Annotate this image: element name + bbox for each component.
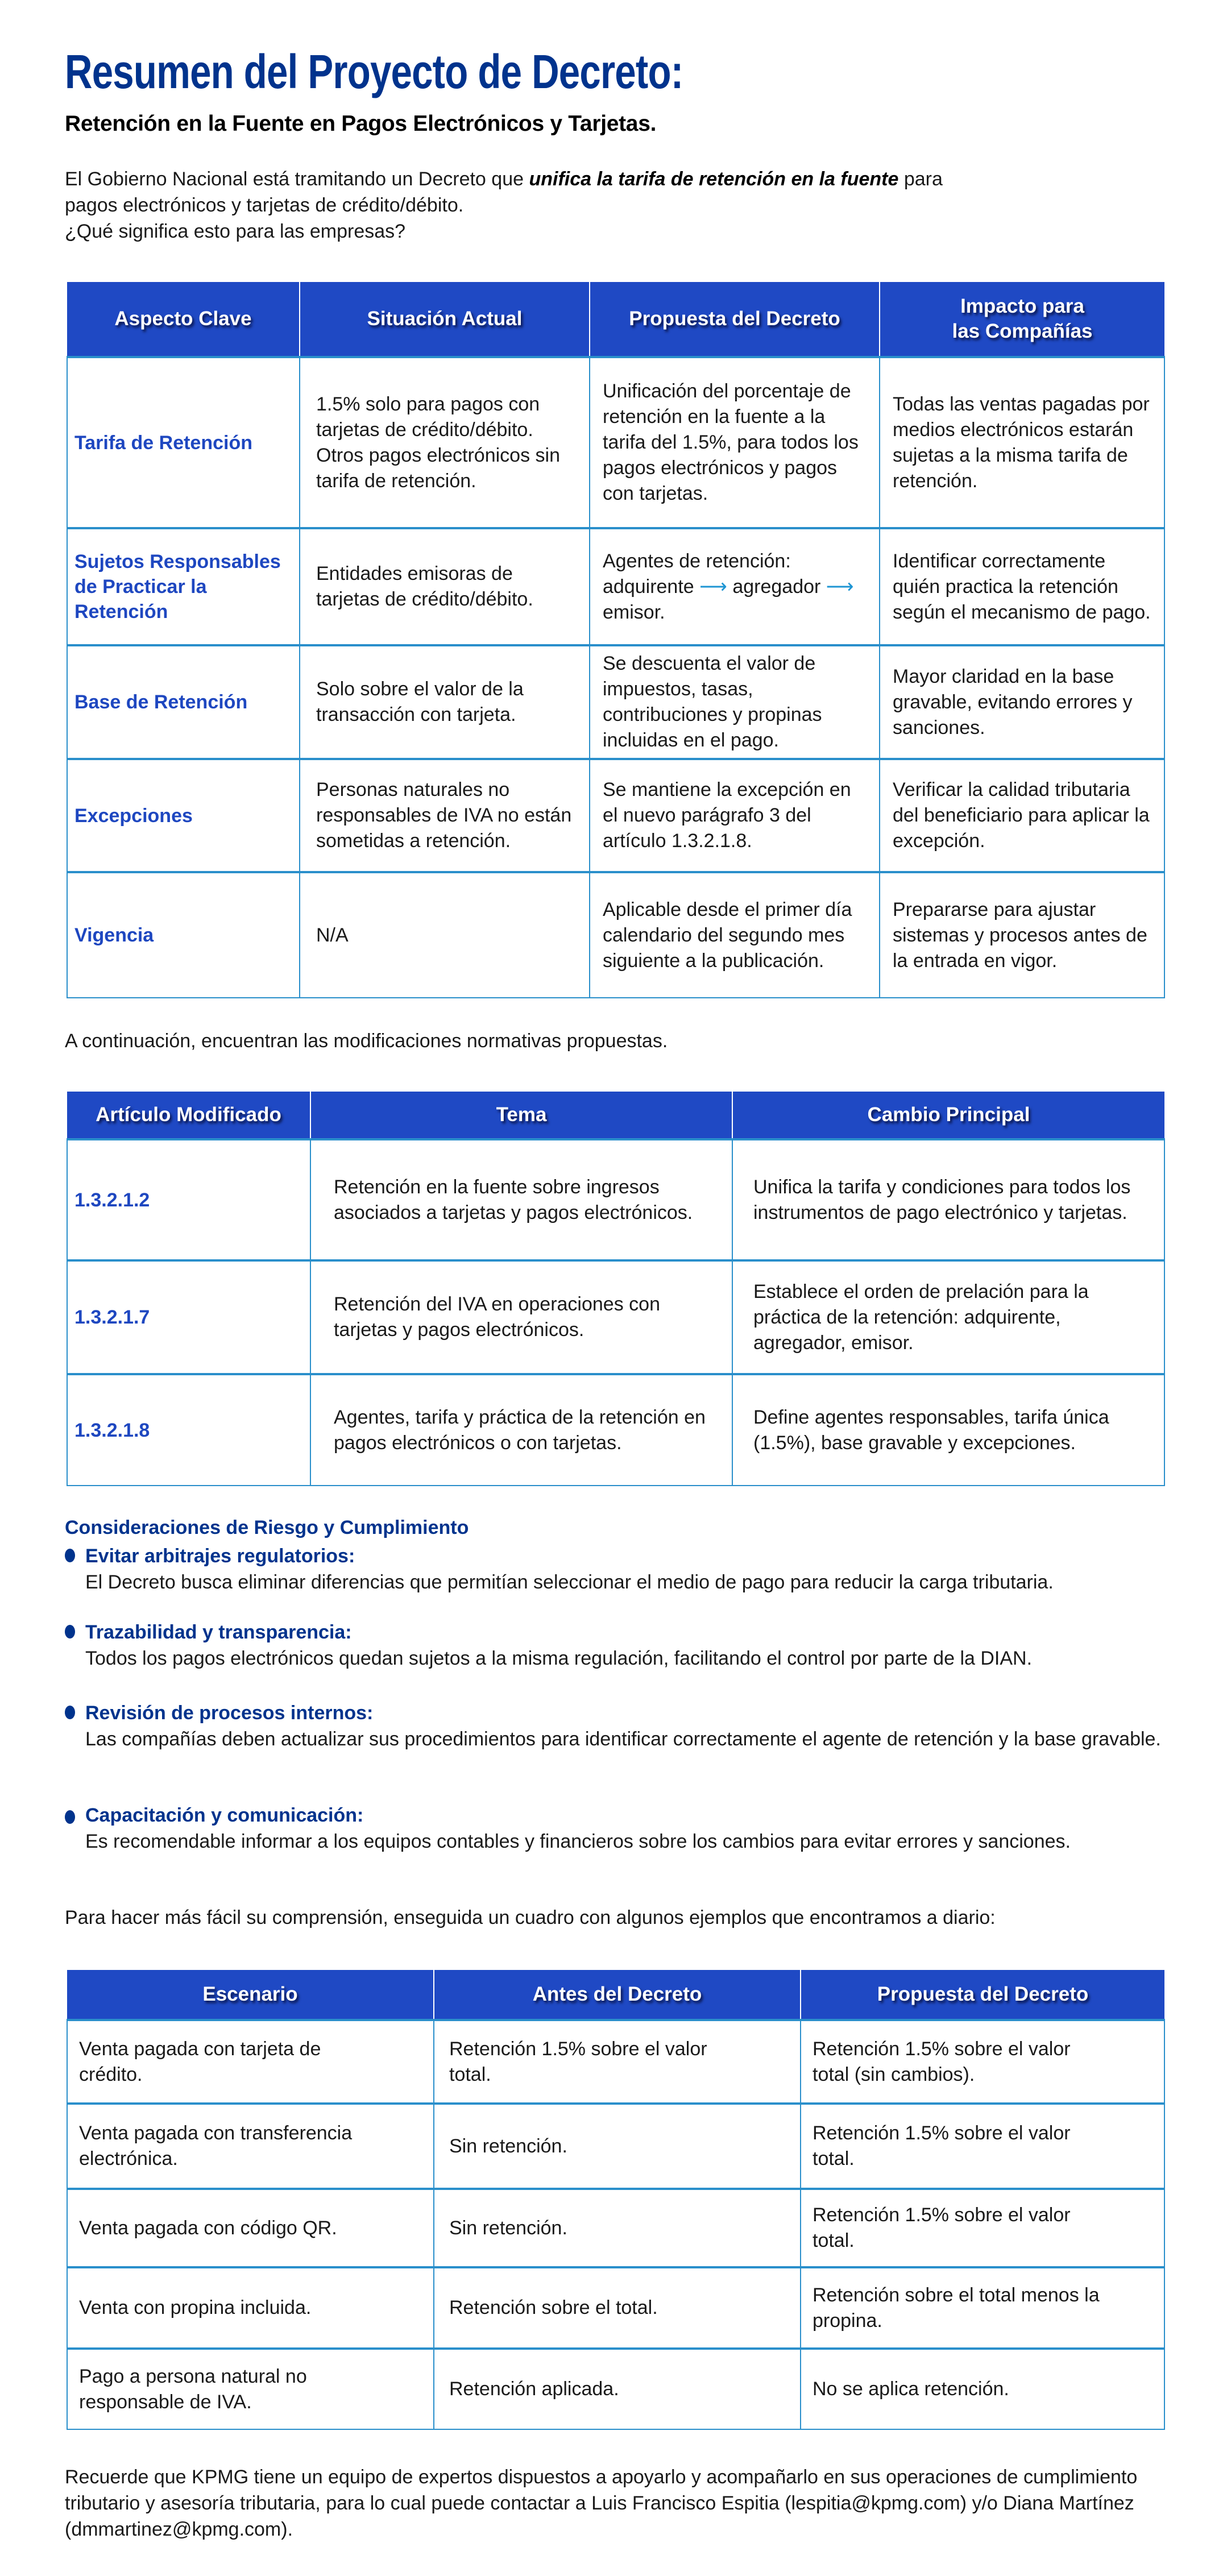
cell-propuesta: No se aplica retención.: [801, 2349, 1164, 2429]
arrow-right-icon: ⟶: [699, 575, 727, 598]
col-cambio: Cambio Principal: [732, 1092, 1164, 1139]
row-label: Sujetos Responsables de Practicar la Retención: [67, 528, 300, 645]
article-number: 1.3.2.1.8: [67, 1374, 310, 1486]
cell-escenario: Venta pagada con código QR.: [67, 2189, 434, 2267]
table-row: [67, 357, 1164, 528]
risk-item: [65, 1619, 1179, 1671]
risk-item-text: El Decreto busca eliminar diferencias que permitían seleccionar el medio de pago para reducir la carga tributaria.: [85, 1571, 1054, 1593]
article-number: 1.3.2.1.7: [67, 1260, 310, 1374]
examples-intro: Para hacer más fácil su comprensión, enseguida un cuadro con algunos ejemplos que encontramos a diario:: [65, 1907, 996, 1928]
cell-escenario: Pago a persona natural no responsable de IVA.: [67, 2349, 434, 2429]
cell-propuesta: Retención 1.5% sobre el valor total.: [801, 2104, 1164, 2189]
cell-actual: N/A: [300, 872, 590, 998]
cell-actual: 1.5% solo para pagos con tarjetas de crédito/débito. Otros pagos electrónicos sin tarifa de retención.: [300, 357, 590, 528]
cell-propuesta: Se descuenta el valor de impuestos, tasas, contribuciones y propinas incluidas en el pago.: [590, 645, 880, 759]
cell-propuesta: Retención 1.5% sobre el valor total (sin cambios).: [801, 2020, 1164, 2104]
cell-cambio: Define agentes responsables, tarifa única (1.5%), base gravable y excepciones.: [732, 1374, 1164, 1486]
cell-impacto: Identificar correctamente quién practica la retención según el mecanismo de pago.: [880, 528, 1164, 645]
cell-antes: Retención 1.5% sobre el valor total.: [434, 2020, 801, 2104]
table-row: [67, 645, 1164, 759]
cell-actual: Solo sobre el valor de la transacción con tarjeta.: [300, 645, 590, 759]
table-row: [67, 1139, 1164, 1260]
cell-antes: Sin retención.: [434, 2189, 801, 2267]
footer-contact: Recuerde que KPMG tiene un equipo de expertos dispuestos a apoyarlo y acompañarlo en sus operaciones de cumplimiento tributario y asesoría tributaria, para lo cual puede contactar a Luis Francisco Espitia (lespitia@kpmg.com) y/o Diana Martínez (dmmartinez@kpmg.com).: [65, 2466, 1138, 2540]
risk-section-title: Consideraciones de Riesgo y Cumplimiento: [65, 1517, 469, 1538]
row-label: Excepciones: [67, 759, 300, 872]
table-row: [67, 2267, 1164, 2349]
risk-item: [65, 1700, 1179, 1778]
cell-actual: Entidades emisoras de tarjetas de crédito/débito.: [300, 528, 590, 645]
risk-item-text: Es recomendable informar a los equipos contables y financieros sobre los cambios para evitar errores y sanciones.: [85, 1831, 1071, 1852]
cell-cambio: Establece el orden de prelación para la práctica de la retención: adquirente, agregador, emisor.: [732, 1260, 1164, 1374]
cell-tema: Agentes, tarifa y práctica de la retención en pagos electrónicos o con tarjetas.: [310, 1374, 732, 1486]
col-articulo: Artículo Modificado: [67, 1092, 310, 1139]
examples-table-header: [67, 1970, 1164, 2020]
risk-item: [65, 1543, 1179, 1595]
page-title: Resumen del Proyecto de Decreto:: [65, 45, 683, 98]
bullet-icon: [65, 1706, 75, 1719]
intro-question: ¿Qué significa esto para las empresas?: [65, 221, 406, 242]
intro-emphasis: unifica la tarifa de retención en la fuente: [529, 168, 899, 190]
cell-propuesta: Retención sobre el total menos la propina.: [801, 2267, 1164, 2349]
col-antes: Antes del Decreto: [434, 1970, 801, 2020]
cell-impacto: Todas las ventas pagadas por medios electrónicos estarán sujetas a la misma tarifa de retención.: [880, 357, 1164, 528]
summary-table: [67, 282, 1165, 998]
intro-paragraph: [65, 166, 952, 244]
cell-cambio: Unifica la tarifa y condiciones para todos los instrumentos de pago electrónico y tarjetas.: [732, 1139, 1164, 1260]
bullet-icon: [65, 1625, 75, 1638]
risk-item-heading: Evitar arbitrajes regulatorios:: [85, 1545, 355, 1567]
col-propuesta: Propuesta del Decreto: [590, 282, 880, 357]
col-impacto: Impacto para las Compañías: [880, 282, 1164, 357]
cell-tema: Retención en la fuente sobre ingresos asociados a tarjetas y pagos electrónicos.: [310, 1139, 732, 1260]
cell-propuesta: Retención 1.5% sobre el valor total.: [801, 2189, 1164, 2267]
article-number: 1.3.2.1.2: [67, 1139, 310, 1260]
cell-impacto: Mayor claridad en la base gravable, evitando errores y sanciones.: [880, 645, 1164, 759]
cell-tema: Retención del IVA en operaciones con tarjetas y pagos electrónicos.: [310, 1260, 732, 1374]
cell-propuesta: Se mantiene la excepción en el nuevo parágrafo 3 del artículo 1.3.2.1.8.: [590, 759, 880, 872]
col-escenario: Escenario: [67, 1970, 434, 2020]
row-label: Vigencia: [67, 872, 300, 998]
table-row: [67, 1260, 1164, 1374]
cell-antes: Sin retención.: [434, 2104, 801, 2189]
cell-propuesta: Unificación del porcentaje de retención en la fuente a la tarifa del 1.5%, para todos los pagos electrónicos y pagos con tarjetas.: [590, 357, 880, 528]
intro-text: El Gobierno Nacional está tramitando un Decreto que: [65, 168, 529, 190]
risk-item: [65, 1802, 1179, 1881]
row-label: Base de Retención: [67, 645, 300, 759]
cell-antes: Retención sobre el total.: [434, 2267, 801, 2349]
page-subtitle: Retención en la Fuente en Pagos Electrónicos y Tarjetas.: [65, 111, 657, 136]
cell-actual: Personas naturales no responsables de IVA no están sometidas a retención.: [300, 759, 590, 872]
cell-antes: Retención aplicada.: [434, 2349, 801, 2429]
table-row: [67, 2349, 1164, 2429]
risk-item-text: Todos los pagos electrónicos quedan sujetos a la misma regulación, facilitando el control por parte de la DIAN.: [85, 1648, 1033, 1669]
modifications-intro: A continuación, encuentran las modificaciones normativas propuestas.: [65, 1030, 668, 1052]
table-row: [67, 1374, 1164, 1486]
cell-escenario: Venta pagada con tarjeta de crédito.: [67, 2020, 434, 2104]
cell-propuesta: Agentes de retención: adquirente ⟶ agregador ⟶ emisor.: [590, 528, 880, 645]
cell-escenario: Venta con propina incluida.: [67, 2267, 434, 2349]
articles-table: [67, 1092, 1165, 1486]
col-tema: Tema: [310, 1092, 732, 1139]
articles-table-header: [67, 1092, 1164, 1139]
arrow-right-icon: ⟶: [826, 575, 854, 598]
bullet-icon: [65, 1549, 75, 1562]
cell-impacto: Verificar la calidad tributaria del beneficiario para aplicar la excepción.: [880, 759, 1164, 872]
cell-impacto: Prepararse para ajustar sistemas y procesos antes de la entrada en vigor.: [880, 872, 1164, 998]
cell-propuesta: Aplicable desde el primer día calendario del segundo mes siguiente a la publicación.: [590, 872, 880, 998]
risk-item-heading: Trazabilidad y transparencia:: [85, 1621, 352, 1643]
risk-item-text: Las compañías deben actualizar sus procedimientos para identificar correctamente el agente de retención y la base gravable.: [85, 1728, 1161, 1750]
table-row: [67, 759, 1164, 872]
table-row: [67, 2104, 1164, 2189]
risk-item-heading: Capacitación y comunicación:: [85, 1805, 364, 1826]
col-aspecto: Aspecto Clave: [67, 282, 300, 357]
table-row: [67, 2020, 1164, 2104]
examples-table: [67, 1970, 1165, 2430]
table-row: [67, 872, 1164, 998]
table-row: [67, 528, 1164, 645]
cell-escenario: Venta pagada con transferencia electrónica.: [67, 2104, 434, 2189]
table-row: [67, 2189, 1164, 2267]
bullet-icon: [65, 1810, 75, 1824]
risk-item-heading: Revisión de procesos internos:: [85, 1702, 374, 1724]
intro-text-after: para pagos electrónicos y tarjetas de crédito/débito.: [65, 168, 943, 216]
col-actual: Situación Actual: [300, 282, 590, 357]
summary-table-header: [67, 282, 1164, 357]
col-propuesta-decreto: Propuesta del Decreto: [801, 1970, 1164, 2020]
row-label: Tarifa de Retención: [67, 357, 300, 528]
